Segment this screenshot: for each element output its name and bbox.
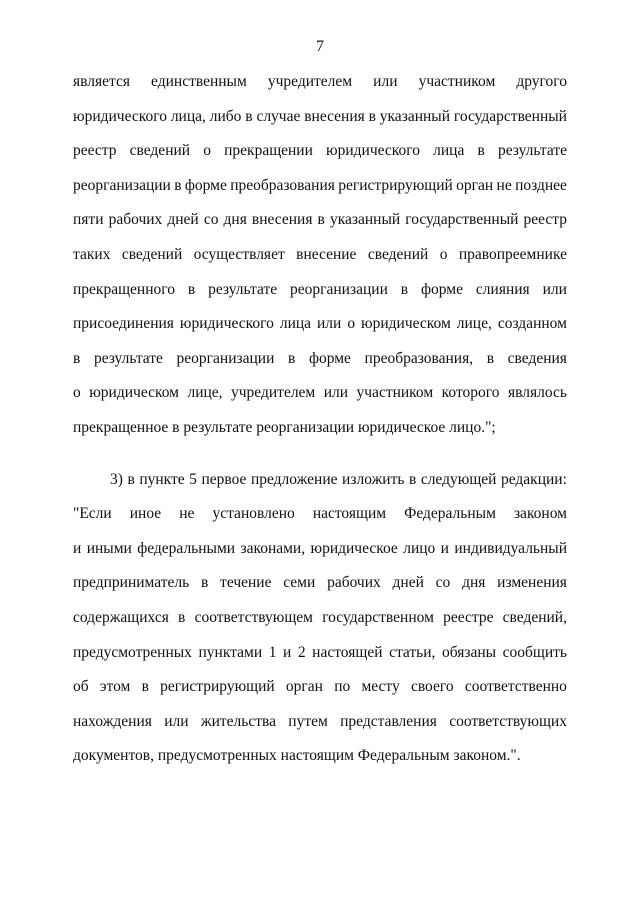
word: правопреемнике: [458, 245, 567, 263]
word: статьи,: [389, 643, 436, 661]
word: в: [141, 678, 149, 696]
word: лица: [433, 142, 465, 160]
word: преобразования: [230, 176, 335, 194]
word: сведений: [129, 142, 191, 160]
word: в: [200, 574, 209, 592]
word: государственный: [453, 107, 567, 125]
word: представления: [340, 712, 437, 730]
word: настоящей: [312, 643, 383, 661]
word: случае: [256, 107, 301, 125]
word: или: [164, 712, 189, 730]
word: результате: [93, 349, 163, 367]
word: другого: [516, 73, 567, 90]
word: содержащихся: [73, 608, 169, 626]
word: государственном: [322, 608, 434, 626]
word: созданном: [497, 315, 567, 333]
text-line: [73, 644, 567, 679]
word: сведений: [121, 245, 183, 263]
paragraph-spacing: [73, 454, 567, 471]
word: соответствующих: [449, 712, 567, 730]
word: редакции:: [500, 470, 567, 488]
word: рабочих: [327, 574, 381, 592]
word: сообщить: [502, 643, 567, 661]
word: прекращенного: [73, 280, 175, 298]
text-line: [73, 177, 567, 212]
word: соответственно: [464, 678, 567, 696]
word: орган: [456, 176, 494, 194]
word: является: [73, 73, 130, 90]
word: и: [440, 539, 449, 557]
word: или: [317, 315, 342, 333]
word: лице,: [187, 384, 223, 402]
word: юридического: [326, 142, 421, 160]
word: лицо: [403, 539, 436, 557]
word: дней: [167, 211, 199, 229]
word: в: [400, 280, 409, 298]
page-number: 7: [316, 38, 324, 55]
word: и: [73, 539, 82, 557]
word: в: [174, 176, 182, 194]
text-line: [73, 471, 567, 506]
word: или: [373, 73, 398, 90]
word: течение: [220, 574, 272, 592]
word: реестр: [523, 211, 567, 229]
text-line: [73, 350, 567, 385]
word: пункте: [139, 470, 185, 488]
text-line: [73, 281, 567, 316]
text-line: [73, 108, 567, 143]
word: единственным: [151, 73, 247, 90]
word: присоединения: [73, 315, 174, 333]
text-line: [73, 609, 567, 644]
word: о: [439, 245, 448, 263]
word: в: [245, 107, 253, 125]
word: юридического: [179, 315, 274, 333]
word: лица,: [170, 107, 206, 125]
word: месту: [361, 678, 400, 696]
word: в: [317, 211, 325, 229]
text-line: [73, 246, 567, 281]
text-line: [73, 384, 567, 419]
text-line: [73, 211, 567, 246]
word: не: [496, 176, 512, 194]
word: дня: [223, 211, 247, 229]
word: настоящим: [312, 505, 387, 523]
word: сведения: [507, 349, 567, 367]
word: изменения: [497, 574, 567, 592]
word: регистрирующий: [160, 678, 275, 696]
word: внесение: [296, 245, 357, 263]
text-line: [73, 315, 567, 350]
word: регистрирующий: [338, 176, 453, 194]
word: орган: [285, 678, 323, 696]
word: жительства: [200, 712, 276, 730]
word: форме: [421, 280, 463, 298]
word: в: [73, 349, 81, 367]
word: лице,: [456, 315, 492, 333]
word: индивидуальный: [454, 539, 567, 557]
word: и: [283, 643, 292, 661]
word: пяти: [73, 211, 104, 229]
text-line: [73, 142, 567, 177]
word: об: [73, 678, 89, 696]
word: учредителем: [267, 73, 353, 90]
word: рабочих: [108, 211, 163, 229]
word: первое: [201, 470, 247, 488]
word: установлено: [212, 505, 295, 523]
word: указанный: [379, 107, 450, 125]
word: реестре: [443, 608, 494, 626]
word: участником: [356, 384, 434, 402]
word: предложение: [250, 470, 338, 488]
word: которого: [441, 384, 500, 402]
word: сведений,: [502, 608, 567, 626]
word: изложить: [342, 470, 405, 488]
text-line: [73, 713, 567, 748]
word: участником: [418, 73, 496, 90]
word: таких: [73, 245, 111, 263]
word: предусмотренных: [73, 643, 192, 661]
word: законами,: [240, 539, 306, 557]
word: семи: [283, 574, 316, 592]
word: юридическое: [310, 539, 398, 557]
word: Федеральным: [404, 505, 496, 523]
word: не: [179, 505, 195, 523]
word: этом: [99, 678, 131, 696]
word: в: [368, 107, 376, 125]
word: нахождения: [73, 712, 152, 730]
word: со: [203, 211, 219, 229]
word: слияния: [475, 280, 530, 298]
word: дней: [392, 574, 424, 592]
word: реорганизации: [73, 176, 171, 194]
text-line: [73, 574, 567, 609]
word: "Если: [73, 505, 112, 523]
word: осуществляет: [193, 245, 285, 263]
word: результате: [497, 142, 567, 160]
word: дня: [462, 574, 486, 592]
word: либо: [209, 107, 242, 125]
word: законом: [513, 505, 567, 523]
word: иными: [86, 539, 132, 557]
word: следующей: [420, 470, 497, 488]
document-body: [73, 73, 567, 782]
word: юридического: [73, 107, 167, 125]
word: 1: [268, 643, 277, 661]
word: позднее: [515, 176, 567, 194]
word: федеральными: [137, 539, 236, 557]
text-line: [73, 505, 567, 540]
word: о: [347, 315, 356, 333]
word: внесения: [251, 211, 313, 229]
word: в: [187, 280, 196, 298]
word: указанный: [329, 211, 401, 229]
word: в: [477, 142, 485, 160]
word: по: [334, 678, 351, 696]
word: соответствующем: [194, 608, 313, 626]
word: путем: [288, 712, 328, 730]
word: преобразования,: [364, 349, 474, 367]
word: о: [203, 142, 211, 160]
word: государственный: [405, 211, 519, 229]
word: форме: [184, 176, 227, 194]
word: в: [486, 349, 495, 367]
text-line: прекращенное в результате реорганизации юридическое лицо.";: [73, 418, 496, 436]
word: реестр: [73, 142, 117, 160]
word: в: [178, 608, 186, 626]
word: юридическом: [89, 384, 179, 402]
text-line: [73, 540, 567, 575]
paragraph: [73, 73, 567, 454]
word: сведений: [367, 245, 429, 263]
word: результате: [208, 280, 278, 298]
word: о: [73, 384, 81, 402]
word: реорганизации: [290, 280, 388, 298]
word: пунктами: [198, 643, 263, 661]
paragraph: [73, 471, 567, 782]
word: со: [435, 574, 451, 592]
word: в: [288, 349, 296, 367]
word: иное: [129, 505, 162, 523]
word: обязаны: [441, 643, 497, 661]
word: или: [323, 384, 349, 402]
word: в: [408, 470, 417, 488]
word: лица: [279, 315, 312, 333]
text-line: документов, предусмотренных настоящим Федеральным законом.".: [73, 747, 521, 765]
word: предприниматель: [73, 574, 190, 592]
word: юридическом: [361, 315, 451, 333]
word: или: [542, 280, 567, 298]
word: реорганизации: [176, 349, 275, 367]
word: форме: [308, 349, 351, 367]
word: являлось: [507, 384, 567, 402]
word: 2: [297, 643, 306, 661]
word: учредителем: [231, 384, 316, 402]
word: в: [127, 470, 135, 488]
text-line: [73, 73, 567, 108]
word: 3): [110, 470, 123, 488]
text-line: [73, 678, 567, 713]
word: своего: [410, 678, 454, 696]
word: внесения: [304, 107, 365, 125]
word: 5: [189, 470, 197, 488]
word: прекращении: [224, 142, 313, 160]
